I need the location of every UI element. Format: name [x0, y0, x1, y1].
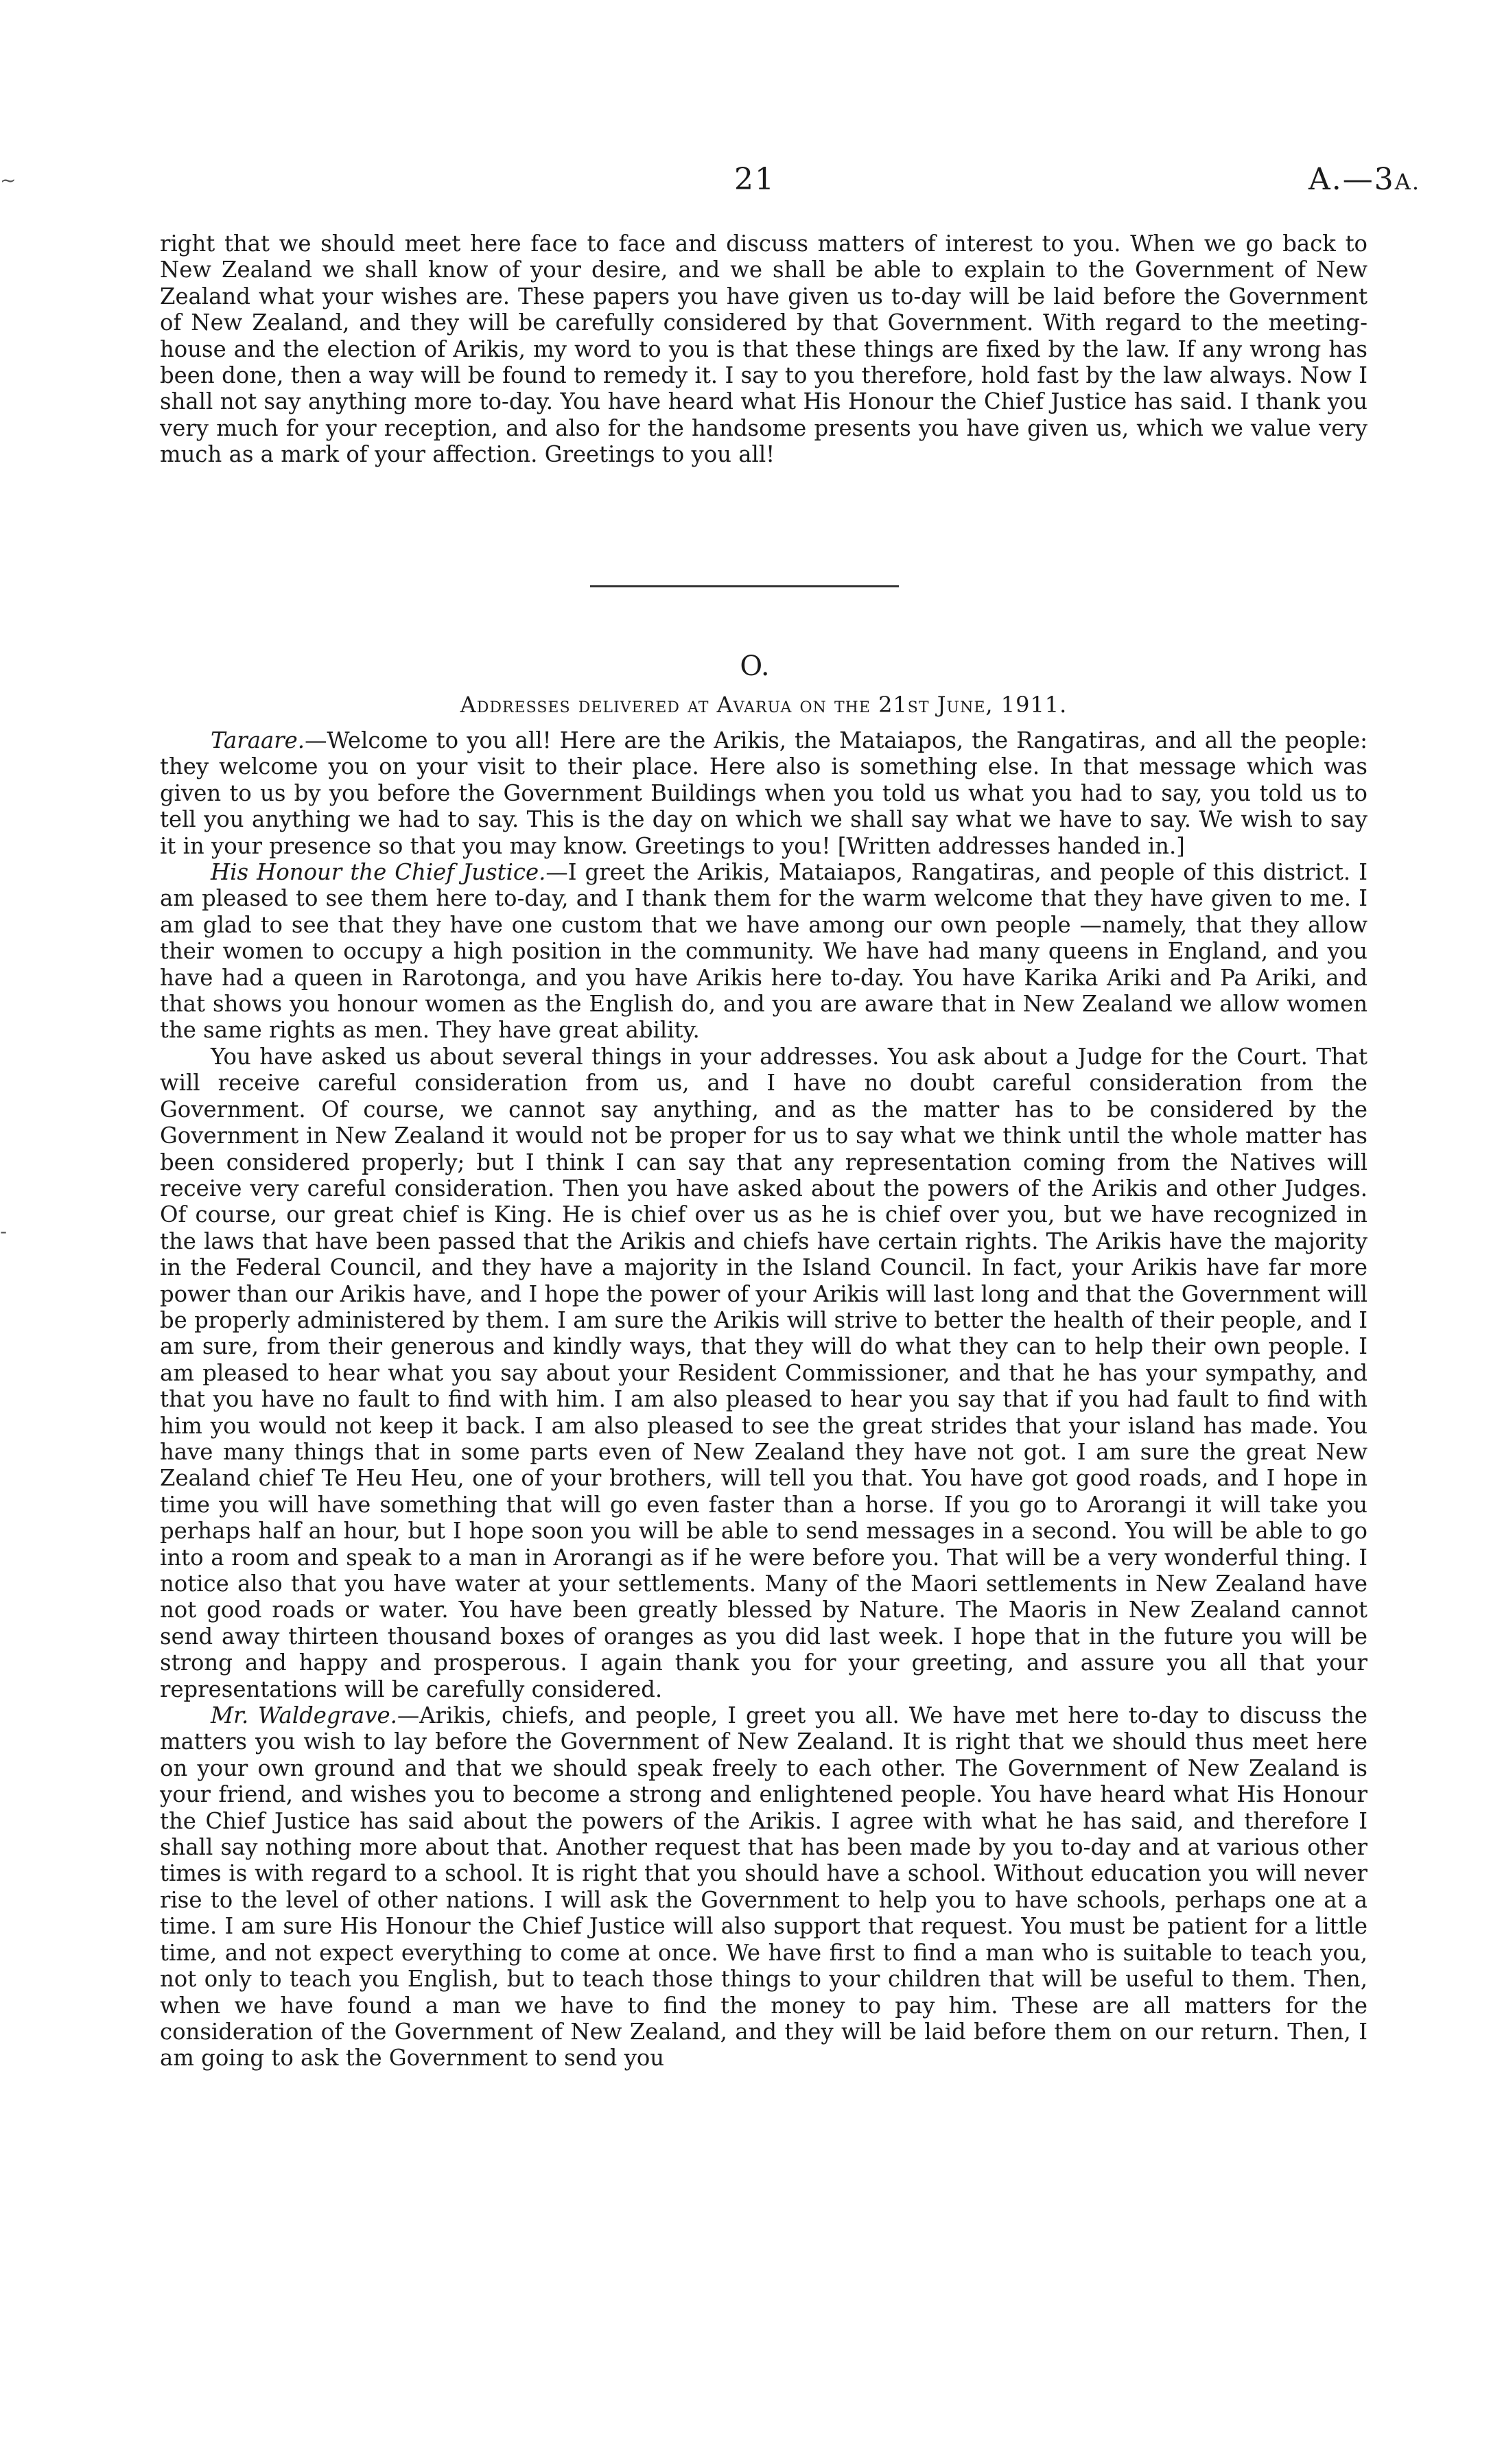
speech-text: —Welcome to you all! Here are the Arikis, the Mataiapos, the Rangatiras, and all the people: they welcome you on your visit to their place. Here also is something else. In that message which was given to us by you before the Government Buildings when you told us what you had to say, you told us to tell you anything we had to say. This is the day on which we shall say what we have to say. We wish to say it in your presence so that you may know. Greetings to you! [Written addresses handed in.] — [160, 727, 1367, 859]
speech-text: You have asked us about several things in your addresses. You ask about a Judge for the Court. That will receive careful consideration from us, and I have no doubt careful consideration from the Government. Of course, we cannot say anything, and as the matter has to be considered by the Government in New Zealand it would not be proper for us to say what we think until the whole matter has been considered properly; but I think I can say that any representation coming from the Natives will receive very careful consideration. Then you have asked about the powers of the Arikis and other Judges. Of course, our great chief is King. He is chief over us as he is chief over you, but we have recognized in the laws that have been passed that the Arikis and chiefs have certain rights. The Arikis have the majority in the Federal Council, and they have a majority in the Island Council. In fact, your Arikis have far more power than our Arikis have, and I hope the power of your Arikis will last long and that the Government will be properly administered by them. I am sure the Arikis will strive to better the health of their people, and I am sure, from their generous and kindly ways, that they will do what they can to help their own people. I am pleased to hear what you say about your Resident Commissioner, and that he has your sympathy, and that you have no fault to find with him. I am also pleased to hear you say that if you had fault to find with him you would not keep it back. I am also pleased to see the great strides that your island has made. You have many things that in some parts even of New Zealand they have not got. I am sure the great New Zealand chief Te Heu Heu, one of your brothers, will tell you that. You have got good roads, and I hope in time you will have something that will go even faster than a horse. If you go to Arorangi it will take you perhaps half an hour, but I hope soon you will be able to send messages in a second. You will be able to go into a room and speak to a man in Arorangi as if he were before you. That will be a very wonderful thing. I notice also that you have water at your settlements. Many of the Maori settlements in New Zealand have not good roads or water. You have been greatly blessed by Nature. The Maoris in New Zealand cannot send away thirteen thousand boxes of oranges as you did last week. I hope that in the future you will be strong and happy and prosperous. I again thank you for your greeting, and assure you all that your representations will be carefully considered. — [160, 1043, 1367, 1702]
section-divider — [590, 585, 899, 587]
speech-paragraph — [160, 1702, 1367, 2072]
margin-mark: - — [0, 1220, 8, 1243]
speaker-name: Taraare. — [211, 727, 305, 753]
speech-paragraph — [160, 859, 1367, 1044]
reference-suffix: A. — [1394, 169, 1420, 195]
intro-paragraph: right that we should meet here face to face and discuss matters of interest to you. When we go back to New Zealand we shall know of your desire, and we shall be able to explain to the Government of New Zealand what your wishes are. These papers you have given us to-day will be laid before the Government of New Zealand, and they will be carefully considered by that Government. With regard to the meeting-house and the election of Arikis, my word to you is that these things are fixed by the law. If any wrong has been done, then a way will be found to remedy it. I say to you therefore, hold fast by the law always. Now I shall not say anything more to-day. You have heard what His Honour the Chief Justice has said. I thank you very much for your reception, and also for the handsome presents you have given us, which we value very much as a mark of your affection. Greetings to you all! — [160, 231, 1367, 468]
speech-paragraph — [160, 727, 1367, 859]
page-number: 21 — [734, 162, 775, 197]
speech-text: —Arikis, chiefs, and people, I greet you all. We have met here to-day to discuss the matters you wish to lay before the Government of New Zealand. It is right that we should thus meet here on your own ground and that we should speak freely to each other. The Government of New Zealand is your friend, and wishes you to become a strong and enlightened people. You have heard what His Honour the Chief Justice has said about the powers of the Arikis. I agree with what he has said, and therefore I shall say nothing more about that. Another request that has been made by you to-day and at various other times is with regard to a school. It is right that you should have a school. Without education you will never rise to the level of other nations. I will ask the Government to help you to have schools, perhaps one at a time. I am sure His Honour the Chief Justice will also support that request. You must be patient for a little time, and not expect everything to come at once. We have first to find a man who is suitable to teach you, not only to teach you English, but to teach those things to your children that will be useful to them. Then, when we have found a man we have to find the money to pay him. These are all matters for the consideration of the Government of New Zealand, and they will be laid before them on our return. Then, I am going to ask the Government to send you — [160, 1702, 1367, 2072]
document-reference — [1283, 162, 1420, 197]
speech-paragraph — [160, 1044, 1367, 1702]
margin-mark: ~ — [0, 169, 16, 191]
section-letter: O. — [740, 650, 770, 682]
reference-main: A.—3 — [1308, 162, 1395, 197]
section-body — [160, 727, 1367, 2072]
speech-text: —I greet the Arikis, Mataiapos, Rangatiras, and people of this district. I am pleased to see them here to-day, and I thank them for the warm welcome that they have given to me. I am glad to see that they have one custom that we have among our own people —namely, that they allow their women to occupy a high position in the community. We have had many queens in England, and you have had a queen in Rarotonga, and you have Arikis here to-day. You have Karika Ariki and Pa Ariki, and that shows you honour women as the English do, and you are aware that in New Zealand we allow women the same rights as men. They have great ability. — [160, 859, 1367, 1044]
speaker-name: Mr. Waldegrave. — [211, 1702, 397, 1729]
speaker-name: His Honour the Chief Justice. — [211, 859, 546, 886]
section-heading: Addresses delivered at Avarua on the 21st June, 1911. — [460, 692, 1068, 718]
